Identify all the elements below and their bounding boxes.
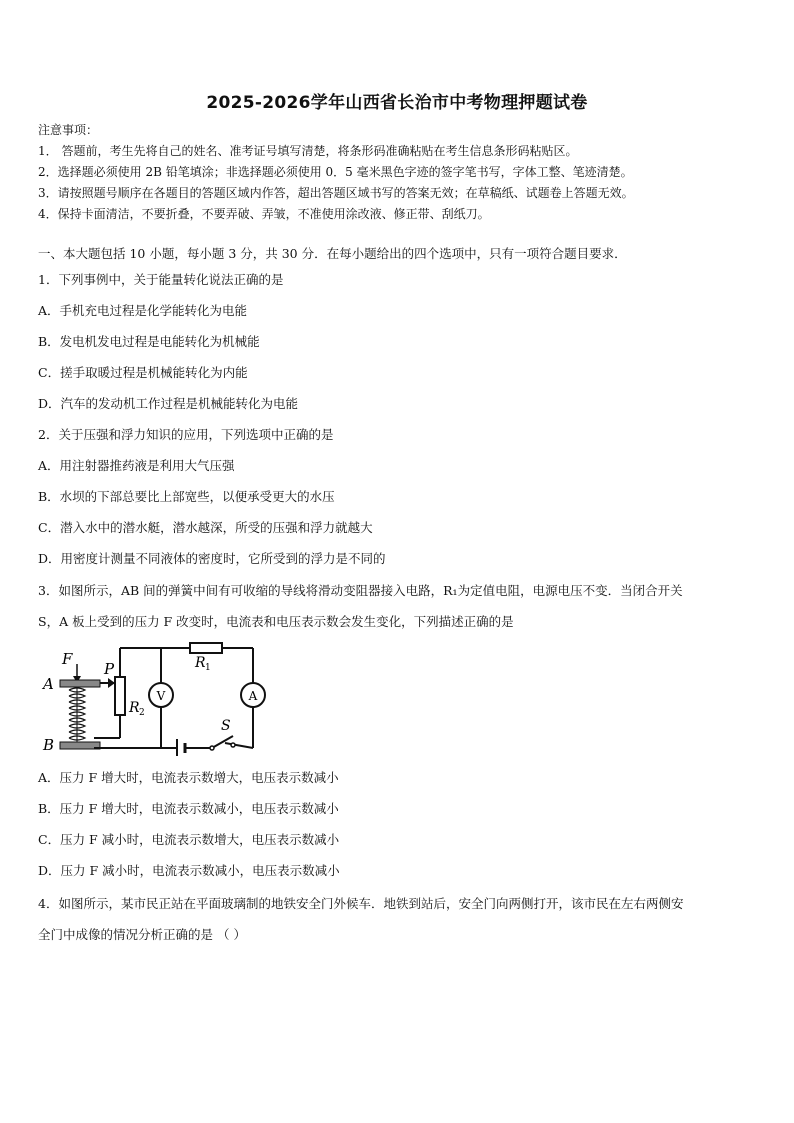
q2-option-d: D．用密度计测量不同液体的密度时，它所受到的浮力是不同的 (38, 551, 386, 566)
label-p: P (104, 660, 115, 678)
q1-option-c: C．搓手取暖过程是机械能转化为内能 (38, 365, 248, 380)
page-title: 2025-2026学年山西省长治市中考物理押题试卷 (206, 93, 588, 113)
notice-item-2: 2．选择题必须使用 2B 铅笔填涂；非选择题必须使用 0．5 毫米黑色字迹的签字笔书写，字体工整、笔迹清楚。 (38, 165, 633, 179)
q4-stem-line2: 全门中成像的情况分析正确的是 （ ） (38, 927, 246, 942)
notice-heading: 注意事项： (38, 123, 99, 137)
label-a: A (43, 675, 54, 693)
q2-stem: 2．关于压强和浮力知识的应用，下列选项中正确的是 (38, 427, 334, 442)
circuit-diagram (40, 640, 290, 756)
notice-item-1: 1． 答题前，考生先将自己的姓名、准考证号填写清楚，将条形码准确粘贴在考生信息条形码粘贴区。 (38, 144, 578, 158)
q3-option-b: B．压力 F 增大时，电流表示数减小，电压表示数减小 (38, 801, 339, 816)
q1-option-b: B．发电机发电过程是电能转化为机械能 (38, 334, 260, 349)
ammeter-label: A (248, 689, 258, 703)
q2-option-b: B．水坝的下部总要比上部宽些，以便承受更大的水压 (38, 489, 335, 504)
q3-option-c: C．压力 F 减小时，电流表示数增大，电压表示数减小 (38, 832, 340, 847)
q2-option-a: A．用注射器推药液是利用大气压强 (38, 458, 235, 473)
q4-stem-line1: 4．如图所示，某市民正站在平面玻璃制的地铁安全门外候车．地铁到站后，安全门向两侧打开，该市民在左右两侧安 (38, 896, 684, 911)
label-r1: R (195, 655, 206, 671)
label-r2-sub: 2 (139, 708, 145, 718)
slider-p-arrow (108, 678, 115, 688)
q1-option-d: D．汽车的发动机工作过程是机械能转化为电能 (38, 396, 299, 411)
switch-blade (212, 736, 233, 748)
notice-item-4: 4．保持卡面清洁，不要折叠，不要弄破、弄皱，不准使用涂改液、修正带、刮纸刀。 (38, 207, 490, 221)
q3-stem-line1: 3．如图所示，AB 间的弹簧中间有可收缩的导线将滑动变阻器接入电路，R₁为定值电阻，电源电压不变．当闭合开关 (38, 583, 683, 598)
q1-stem: 1．下列事例中，关于能量转化说法正确的是 (38, 272, 284, 287)
q3-option-a: A．压力 F 增大时，电流表示数增大，电压表示数减小 (38, 770, 339, 785)
label-b: B (43, 736, 55, 754)
notice-item-3: 3．请按照题号顺序在各题目的答题区域内作答，超出答题区域书写的答案无效；在草稿纸、试题卷上答题无效。 (38, 186, 634, 200)
label-s: S (221, 718, 231, 734)
label-f: F (62, 650, 73, 668)
q3-option-d: D．压力 F 减小时，电流表示数减小，电压表示数减小 (38, 863, 340, 878)
voltmeter-label: V (156, 689, 166, 703)
q2-option-c: C．潜入水中的潜水艇，潜水越深，所受的压强和浮力就越大 (38, 520, 373, 535)
q3-stem-line2: S，A 板上受到的压力 F 改变时，电流表和电压表示数会发生变化，下列描述正确的是 (38, 614, 514, 629)
label-r1-sub: 1 (205, 663, 211, 673)
label-r2: R (129, 700, 140, 716)
q1-option-a: A．手机充电过程是化学能转化为电能 (38, 303, 248, 318)
resistor-r1 (190, 643, 222, 653)
plate-a (60, 680, 100, 687)
section-heading: 一、本大题包括 10 小题，每小题 3 分，共 30 分．在每小题给出的四个选项中，只有一项符合题目要求． (38, 246, 627, 261)
resistor-r2 (115, 677, 125, 715)
